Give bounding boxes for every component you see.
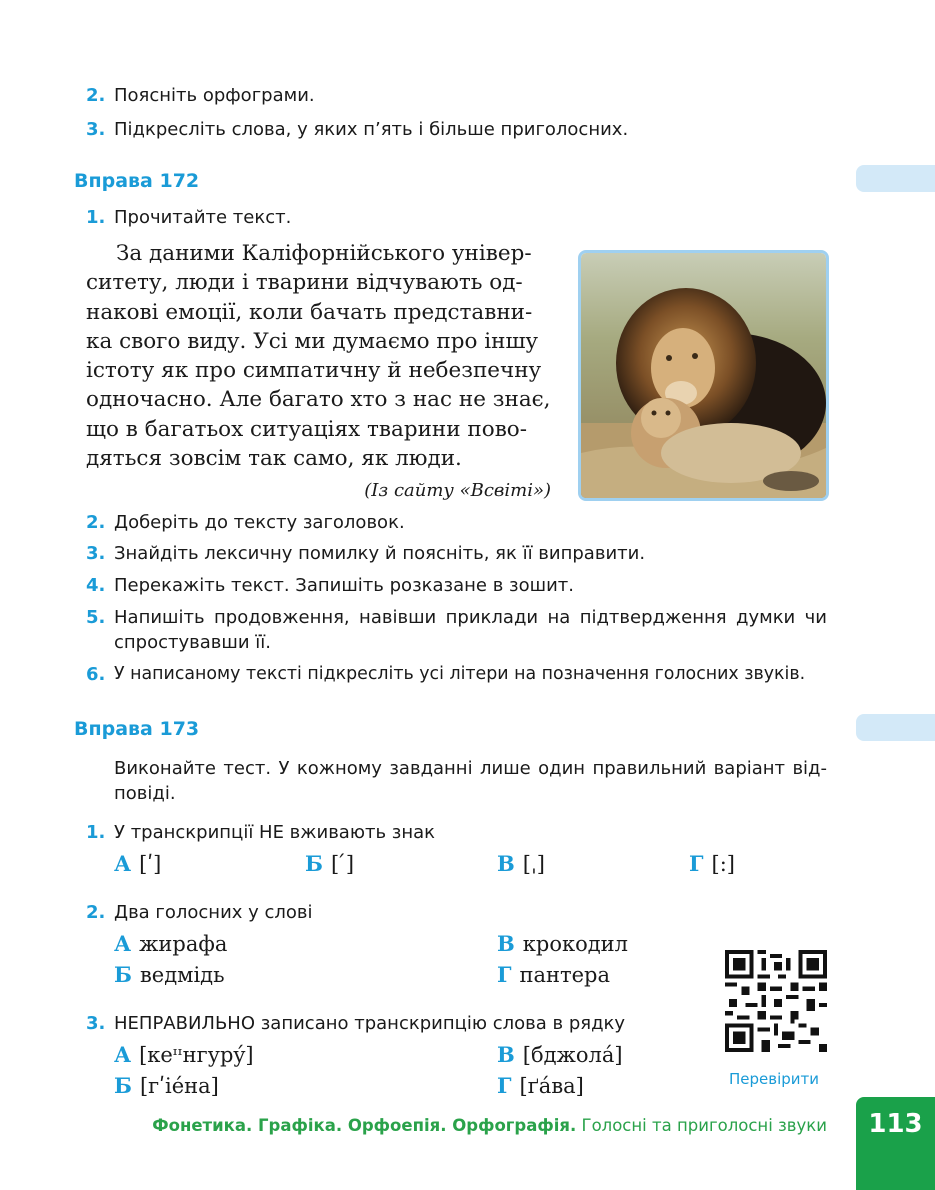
footer-topic: Голосні та приголосні звуки [581,1116,827,1135]
option-value: [гʹіéна] [139,1074,219,1098]
option-value: [ʹ] [139,852,162,876]
option-value: [бджолá] [522,1043,623,1067]
answer-option-g[interactable] [497,962,610,987]
task-text: Напишіть продовження, навівши приклади на підтвердження думки чи [114,607,827,628]
question-number: 1. [86,822,106,843]
side-tab [856,165,935,192]
page-number: 113 [868,1109,923,1139]
question-text: У транскрипції НЕ вживають знак [114,822,436,843]
option-letter: Г [689,851,704,876]
option-letter: Б [114,962,132,987]
passage-line: одночасно. Але багато хто з нас не знає, [86,387,551,413]
passage-line: дяться зовсім так само, як люди. [86,446,462,472]
answer-option-a[interactable] [114,1042,254,1067]
qr-caption[interactable]: Перевірити [729,1070,820,1088]
option-letter: Г [497,962,512,987]
question-number: 2. [86,902,106,923]
option-value: жирафа [139,932,228,956]
option-letter: А [114,931,132,956]
exercise-heading: Вправа 173 [74,718,200,740]
question-text: Два голосних у слові [114,902,313,923]
option-value: [ˌ] [522,852,545,876]
item-number: 5. [86,607,106,628]
instructions-text: Виконайте тест. У кожному завданні лише один правильний варіант від- [114,758,827,779]
task-text-continued: спростувавши її. [114,632,271,653]
footer-section-title: Фонетика. Графіка. Орфоепія. Орфографія. [152,1116,577,1135]
option-letter: Г [497,1073,512,1098]
running-footer [152,1116,827,1135]
option-letter: В [497,931,515,956]
task-text: Знайдіть лексичну помилку й поясніть, як її виправити. [114,543,646,564]
item-number: 4. [86,575,106,596]
task-text: Доберіть до тексту заголовок. [114,512,405,533]
answer-option-a[interactable] [114,931,227,956]
answer-option-v[interactable] [497,931,628,956]
option-value: [кеᶦᶦнгурý] [139,1043,254,1067]
passage-line: що в багатьох ситуаціях тварини пово- [86,416,528,442]
option-value: крокодил [522,932,628,956]
answer-option-v[interactable] [497,851,545,876]
answer-option-g[interactable] [689,851,735,876]
qr-code-icon[interactable] [725,950,827,1052]
item-number: 3. [86,543,106,564]
answer-option-b[interactable] [114,962,225,987]
task-text: Прочитайте текст. [114,207,292,228]
answer-option-v[interactable] [497,1042,623,1067]
option-value: [ ́] [330,852,355,876]
page-number-box [856,1097,935,1190]
passage-line: ситету, люди і тварини відчувають од- [86,270,523,296]
answer-option-b[interactable] [305,851,354,876]
passage-line: За даними Каліфорнійського універ- [116,241,532,266]
answer-option-g[interactable] [497,1073,584,1098]
option-letter: В [497,1042,515,1067]
exercise-heading: Вправа 172 [74,170,200,192]
option-value: [:] [711,852,735,876]
option-letter: В [497,851,515,876]
item-number: 1. [86,207,106,228]
passage-line: ка свого виду. Усі ми думаємо про іншу [86,328,539,354]
task-text: Підкресліть слова, у яких п’ять і більше приголосних. [114,119,629,140]
item-number: 2. [86,85,106,106]
answer-option-a[interactable] [114,851,161,876]
reading-passage [86,239,551,473]
option-letter: А [114,1042,132,1067]
side-tab [856,714,935,741]
option-letter: Б [305,851,323,876]
task-text: Перекажіть текст. Запишіть розказане в зошит. [114,575,574,596]
item-number: 6. [86,664,106,685]
option-letter: А [114,851,132,876]
source-citation: (Із сайту «Всвіті») [364,480,551,501]
option-letter: Б [114,1073,132,1098]
option-value: ведмідь [139,963,225,987]
passage-line: істоту як про симпатичну й небезпечну [86,358,542,384]
question-number: 3. [86,1013,106,1034]
task-text: Поясніть орфограми. [114,85,315,106]
task-text: У написаному тексті підкресліть усі літери на позначення голосних звуків. [114,664,806,684]
option-value: [ґáва] [519,1074,584,1098]
passage-line: накові емоції, коли бачать представни- [86,299,533,325]
option-value: пантера [519,963,611,987]
lion-photo [578,250,829,501]
question-text: НЕПРАВИЛЬНО записано транскрипцію слова в рядку [114,1013,626,1034]
item-number: 2. [86,512,106,533]
answer-option-b[interactable] [114,1073,219,1098]
item-number: 3. [86,119,106,140]
instructions-text-continued: повіді. [114,783,176,804]
